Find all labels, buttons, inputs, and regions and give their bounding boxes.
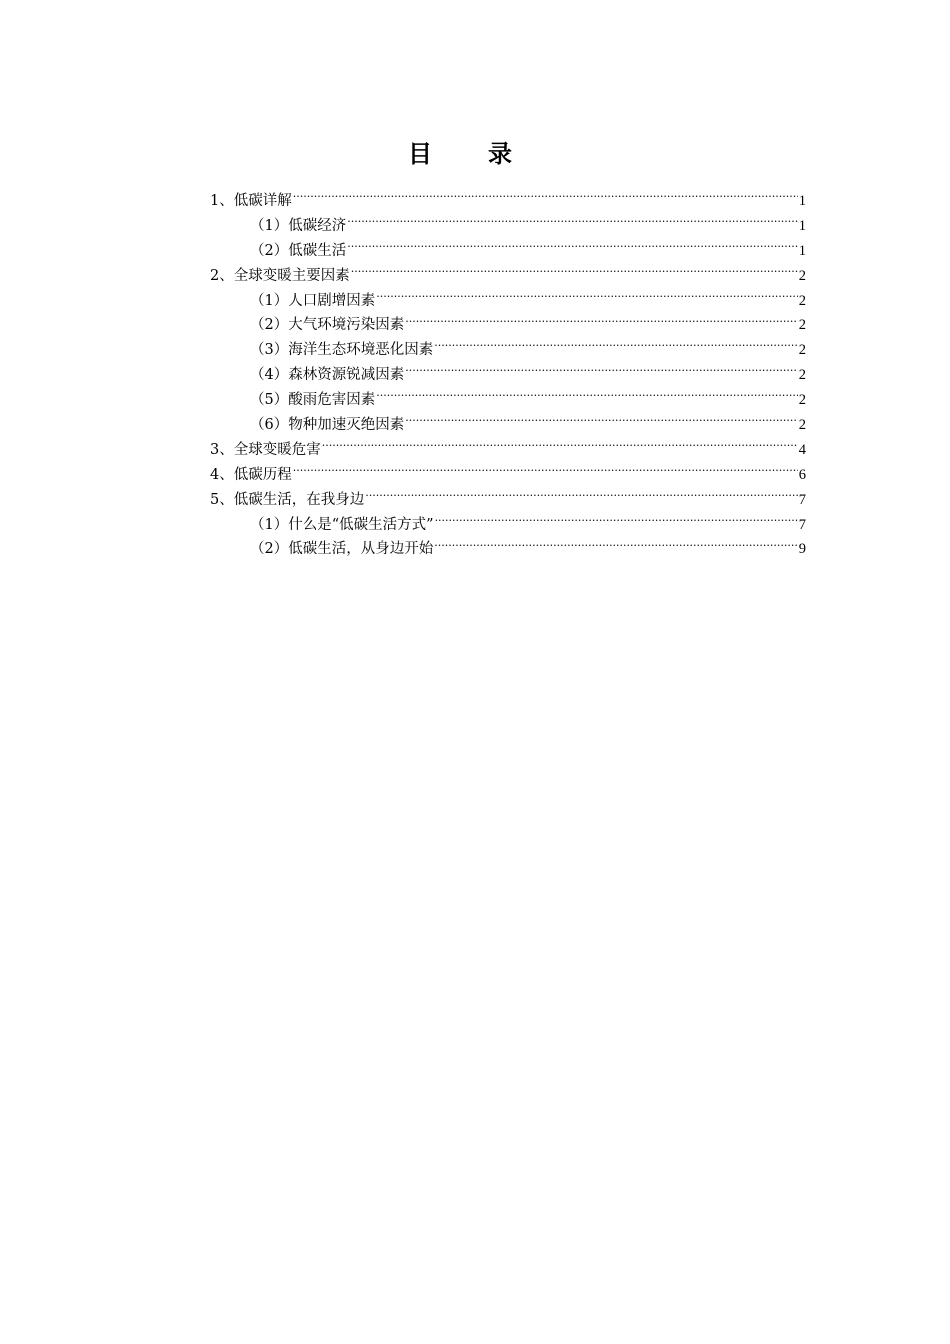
toc-entry[interactable]: [210, 363, 806, 388]
toc-entry-label: 2、全球变暖主要因素: [210, 267, 350, 284]
toc-entry-page: 7: [798, 516, 806, 533]
toc-entry-label: （1）什么是“低碳生活方式”: [250, 516, 434, 533]
toc-entry[interactable]: [210, 239, 806, 264]
toc-entry-label: （1）人口剧增因素: [250, 292, 376, 309]
toc-entry-label: （1）低碳经济: [250, 217, 347, 234]
dot-leader: [347, 216, 798, 230]
dot-leader: [365, 490, 798, 504]
toc-entry[interactable]: [210, 513, 806, 538]
toc-entry[interactable]: [210, 189, 806, 214]
toc-entry-label: 5、低碳生活，在我身边: [210, 491, 365, 508]
toc-entry-page: 2: [798, 267, 806, 284]
toc-entry-label: （6）物种加速灭绝因素: [250, 417, 405, 434]
toc-entry-label: （2）低碳生活: [250, 242, 347, 259]
toc-entry-page: 4: [798, 441, 806, 458]
toc-entry-page: 2: [798, 342, 806, 359]
dot-leader: [293, 191, 798, 205]
toc-entry-page: 1: [798, 193, 806, 209]
toc-title: [0, 134, 920, 169]
toc-entry-page: 9: [798, 541, 806, 558]
toc-entry-label: （2）低碳生活，从身边开始: [250, 541, 434, 558]
dot-leader: [351, 266, 798, 280]
dot-leader: [376, 291, 798, 305]
toc-entry[interactable]: [210, 264, 806, 289]
toc-entry-page: 2: [798, 292, 806, 309]
table-of-contents: [210, 189, 806, 562]
toc-entry-page: 7: [798, 491, 806, 508]
toc-entry-label: 1、低碳详解: [210, 193, 292, 209]
toc-entry-page: 2: [798, 392, 806, 409]
toc-entry[interactable]: [210, 537, 806, 562]
toc-entry[interactable]: [210, 438, 806, 463]
toc-entry[interactable]: [210, 488, 806, 513]
toc-entry[interactable]: [210, 289, 806, 314]
toc-entry-page: 2: [798, 367, 806, 384]
toc-title-char-2: 录: [488, 139, 512, 168]
toc-entry-label: 4、低碳历程: [210, 466, 292, 483]
dot-leader: [293, 465, 798, 479]
toc-entry-page: 1: [798, 217, 806, 234]
toc-entry-page: 6: [798, 466, 806, 483]
dot-leader: [435, 515, 798, 529]
toc-entry-label: 3、全球变暖危害: [210, 441, 321, 458]
toc-entry-label: （5）酸雨危害因素: [250, 392, 376, 409]
toc-entry-label: （3）海洋生态环境恶化因素: [250, 342, 434, 359]
dot-leader: [405, 315, 798, 329]
toc-entry[interactable]: [210, 313, 806, 338]
dot-leader: [405, 415, 798, 429]
toc-entry[interactable]: [210, 413, 806, 438]
toc-entry-page: 2: [798, 417, 806, 434]
toc-title-char-1: 目: [408, 139, 432, 168]
toc-entry-page: 1: [798, 242, 806, 259]
toc-entry[interactable]: [210, 463, 806, 488]
dot-leader: [434, 539, 798, 553]
toc-entry-page: 2: [798, 317, 806, 334]
toc-entry[interactable]: [210, 388, 806, 413]
toc-entry[interactable]: [210, 214, 806, 239]
toc-entry[interactable]: [210, 338, 806, 363]
dot-leader: [405, 365, 798, 379]
toc-entry-label: （2）大气环境污染因素: [250, 317, 405, 334]
toc-entry-label: （4）森林资源锐减因素: [250, 367, 405, 384]
dot-leader: [434, 340, 798, 354]
dot-leader: [347, 241, 798, 255]
dot-leader: [376, 390, 798, 404]
dot-leader: [322, 440, 798, 454]
